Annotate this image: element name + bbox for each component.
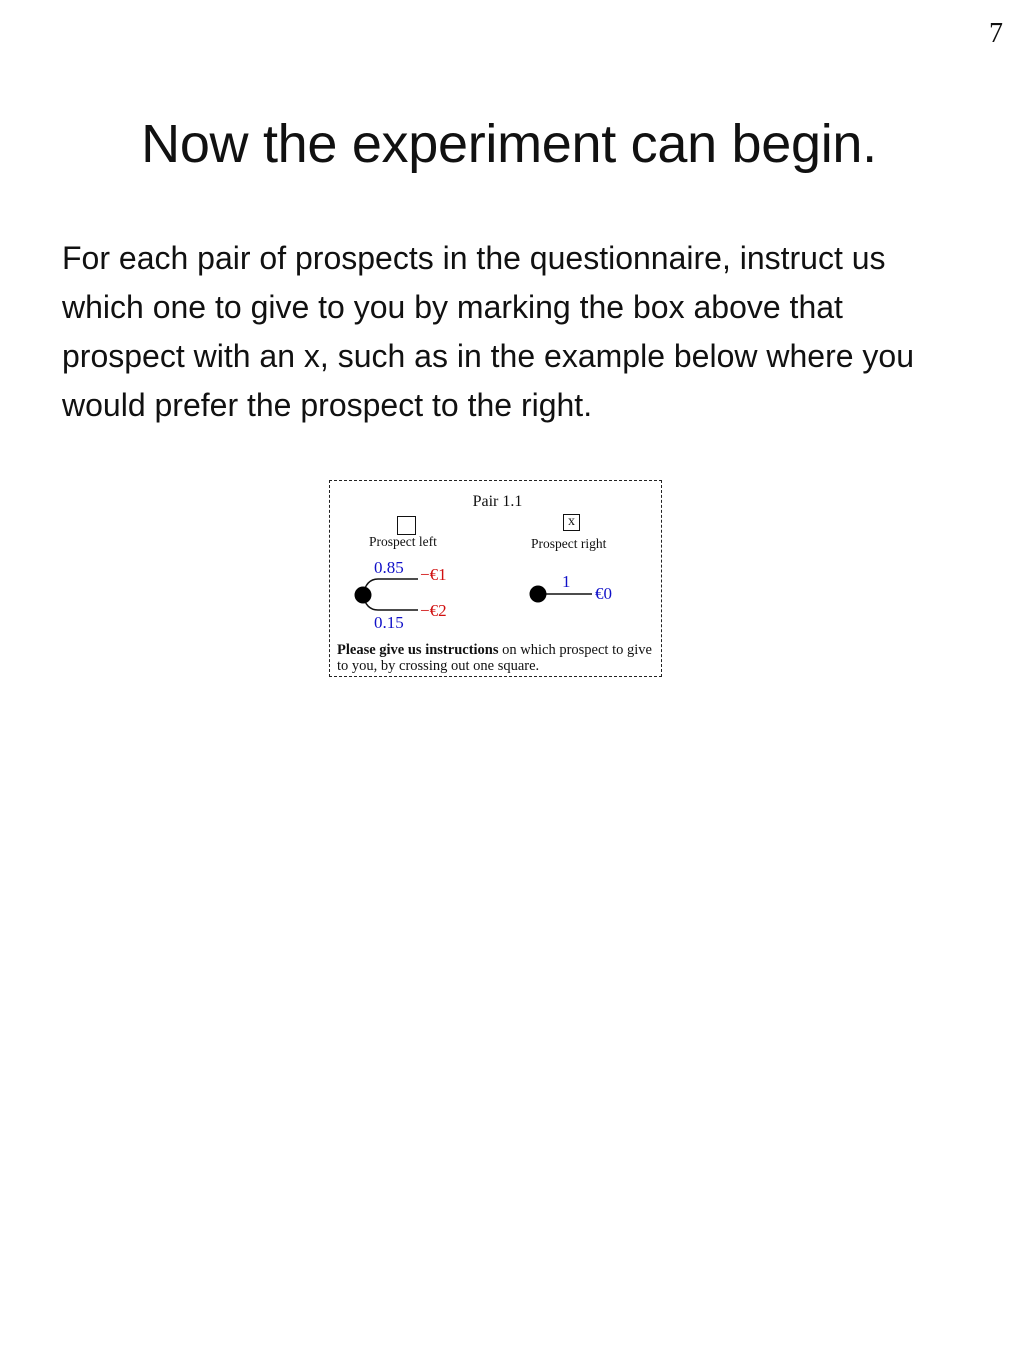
left-chance-node bbox=[355, 587, 372, 604]
left-outcome-bottom: −€2 bbox=[420, 601, 447, 620]
page-title: Now the experiment can begin. bbox=[141, 114, 877, 174]
left-outcome-top: −€1 bbox=[420, 565, 447, 584]
right-chance-node bbox=[530, 586, 547, 603]
example-pair-box bbox=[329, 480, 662, 677]
left-branch-bottom bbox=[363, 595, 418, 610]
page-number: 7 bbox=[989, 18, 1003, 49]
left-probability-bottom: 0.15 bbox=[374, 613, 404, 632]
example-note bbox=[337, 643, 659, 674]
prospect-right-checkbox[interactable]: x bbox=[563, 514, 580, 531]
instructions-paragraph: For each pair of prospects in the questionnaire, instruct us which one to give to you by marking the box above that prospect with an x, such as in the example below where you would prefer the prospect to the right. bbox=[62, 240, 915, 423]
right-outcome: €0 bbox=[595, 584, 612, 603]
left-branch-top bbox=[363, 579, 418, 595]
pair-title: Pair 1.1 bbox=[472, 493, 523, 510]
right-probability: 1 bbox=[562, 572, 571, 591]
left-probability-top: 0.85 bbox=[374, 558, 404, 577]
note-bold: Please give us instructions bbox=[337, 642, 499, 658]
prospect-left-label: Prospect left bbox=[369, 534, 437, 549]
prospect-right-label: Prospect right bbox=[531, 536, 607, 551]
note-rest: on which prospect to give to you, by crossing out one square. bbox=[337, 642, 652, 674]
